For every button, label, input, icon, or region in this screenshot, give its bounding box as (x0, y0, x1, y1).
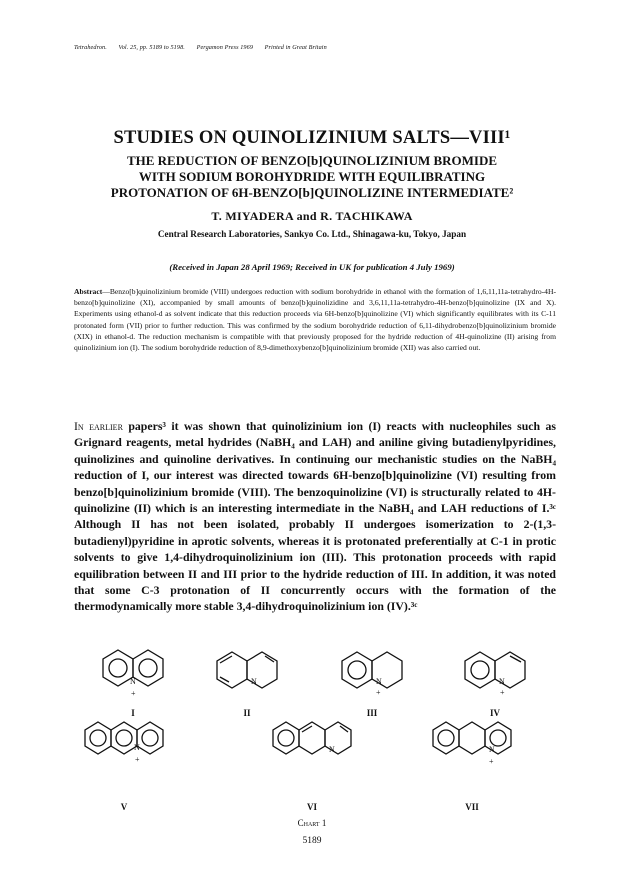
subtitle-line-3: PROTONATION OF 6H-BENZO[b]QUINOLIZINE INTERMEDIATE² (110, 185, 514, 200)
volume-info: Vol. 25, pp. 5189 to 5198. (118, 44, 185, 51)
paper-title: STUDIES ON QUINOLIZINIUM SALTS—VIII¹ (113, 128, 511, 148)
chart-caption: Chart 1 (297, 818, 327, 828)
structure-III (342, 652, 402, 688)
abstract (74, 286, 556, 353)
journal-name: Tetrahedron. (74, 44, 107, 51)
atom-N-I: N (130, 677, 136, 686)
body-text: papers³ it was shown that quinolizinium ion (I) reacts with nucleophiles such as Grignard reagents, metal hydrides (NaBH₄ and LAH) and aniline giving butadienylpyridines, quinolizines and quinoline derivatives. In continuing our mechanistic studies on the NaBH₄ reduction of I, our interest was directed towards 6H-benzo[b]quinolizine (VI) resulting from benzo[b]quinolizinium bromide (VIII). The benzoquinolizine (VI) is structurally related to 4H-quinolizine (II) which is an interesting intermediate in the NaBH₄ and LAH reductions of I.³ᶜ Although II has not been isolated, probably II undergoes isomerization to 2-(1,3-butadienyl)pyridine in aprotic solvents, whereas it is protonated preferentially at C-1 in protic solvents to give 1,4-dihydroquinolizinium ion (III). This protonation proceeds with rapid equilibration between II and III prior to the hydride reduction of III. In addition, it was noted that some C-3 protonation of II concurrently occurs with the formation of the thermodynamically more stable 3,4-dihydroquinolizinium ion (IV).³ᶜ (74, 419, 556, 614)
structure-IV (465, 652, 525, 688)
abstract-label: Abstract (74, 287, 103, 296)
charge-IV: + (500, 688, 505, 697)
charge-III: + (376, 688, 381, 697)
atom-N-III: N (376, 677, 382, 686)
body-lead: In earlier (74, 419, 123, 433)
running-header (74, 44, 337, 51)
page-number: 5189 (302, 836, 322, 846)
chemical-structures-chart (0, 640, 624, 840)
subtitle-line-2: WITH SODIUM BOROHYDRIDE WITH EQUILIBRATING (138, 169, 486, 184)
label-V: V (120, 802, 128, 812)
body-paragraph (74, 418, 556, 615)
paper-subtitle (0, 153, 624, 201)
structure-V (85, 722, 163, 754)
atom-N-VI: N (329, 745, 335, 754)
structure-VI (273, 722, 351, 754)
affiliation: Central Research Laboratories, Sankyo Co. Ltd., Shinagawa-ku, Tokyo, Japan (157, 229, 467, 239)
printed-info: Printed in Great Britain (264, 44, 327, 51)
authors: T. MIYADERA and R. TACHIKAWA (211, 209, 413, 223)
abstract-text: —Benzo[b]quinolizinium bromide (VIII) undergoes reduction with sodium borohydride in ethanol with the formation of 1,6,11,11a-tetrahydro-4H-benzo[b]quinolizine (XI), accompanied by small amounts of benzo[b]quinolizidine and 3,6,11,11a-tetrahydro-4H-benzo[b]quinolizine (IX and X). Experiments using ethanol-d as solvent indicate that this reduction proceeds via 6H-benzo[b]quinolizine (VI) which significantly equilibrates with its C-11 protonated form (VII) prior to further reduction. This was confirmed by the sodium borohydride reduction of 6,11-dihydrobenzo[b]quinolizinium bromide (XIX) in ethanol-d. The reduction mechanism is compatible with that previously proposed for the hydride reduction of 4H-quinolizine (II) arising from quinolizinium ion (I). The sodium borohydride reduction of 8,9-dimethoxybenzo[b]quinolizinium bromide (XII) was also carried out. (74, 287, 556, 353)
received-dates: (Received in Japan 28 April 1969; Received in UK for publication 4 July 1969) (169, 262, 455, 272)
atom-N-II: N (251, 677, 257, 686)
label-II: II (243, 708, 251, 718)
label-IV: IV (489, 708, 501, 718)
publisher-info: Pergamon Press 1969 (196, 44, 254, 51)
label-VII: VII (465, 802, 479, 812)
subtitle-line-1: THE REDUCTION OF BENZO[b]QUINOLIZINIUM BROMIDE (126, 153, 498, 168)
atom-N-IV: N (499, 677, 505, 686)
label-III: III (366, 708, 378, 718)
charge-V: + (135, 755, 140, 764)
charge-VII: + (489, 757, 494, 766)
label-I: I (131, 708, 135, 718)
structure-II (217, 652, 277, 688)
structure-VII (433, 722, 511, 754)
atom-N-VII: N (489, 745, 495, 754)
charge-I: + (131, 689, 136, 698)
atom-N-V: N (134, 743, 140, 752)
label-VI: VI (306, 802, 318, 812)
